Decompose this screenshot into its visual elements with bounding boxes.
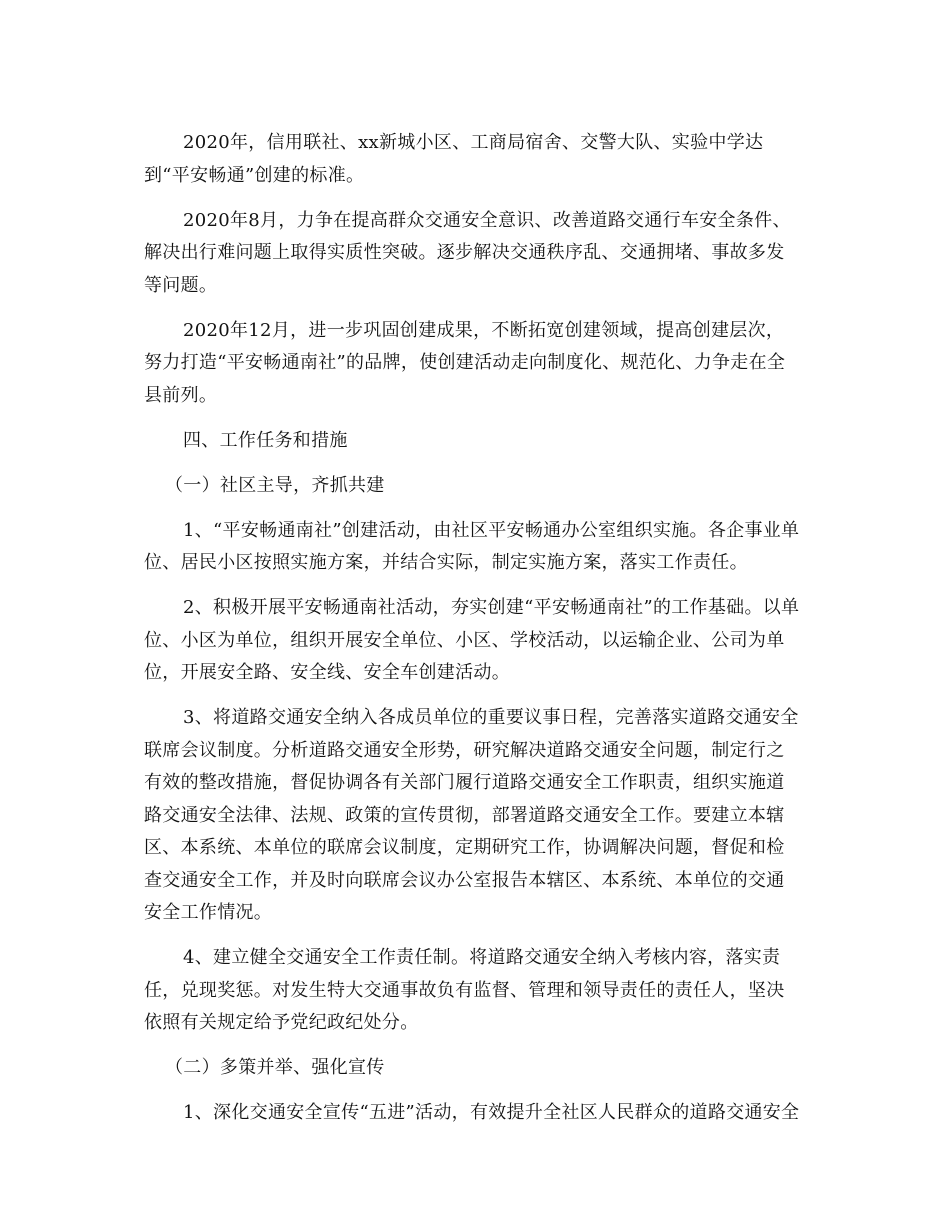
paragraph xyxy=(144,515,809,580)
paragraph-line: 解决出行难问题上取得实质性突破。逐步解决交通秩序乱、交通拥堵、事故多发 xyxy=(144,242,785,263)
paragraph xyxy=(144,1097,809,1130)
paragraph-line: 等问题。 xyxy=(144,274,218,296)
paragraph xyxy=(144,315,809,413)
paragraph xyxy=(144,205,809,303)
paragraph-line: 2020年8月，力争在提高群众交通安全意识、改善道路交通行车安全条件、 xyxy=(183,209,791,231)
subsection-heading xyxy=(144,1052,809,1085)
paragraph-line: 3、将道路交通安全纳入各成员单位的重要议事日程，完善落实道路交通安全 xyxy=(183,707,799,728)
paragraph-line: 查交通安全工作，并及时向联席会议办公室报告本辖区、本系统、本单位的交通 xyxy=(144,869,785,891)
paragraph xyxy=(144,702,809,930)
paragraph-line: 县前列。 xyxy=(144,384,218,406)
subsection-heading xyxy=(144,470,809,503)
paragraph-line: 1、“平安畅通南社”创建活动，由社区平安畅通办公室组织实施。各企事业单 xyxy=(183,519,800,541)
paragraph-line: 到“平安畅通”创建的标准。 xyxy=(144,164,365,186)
paragraph-line: 有效的整改措施，督促协调各有关部门履行道路交通安全工作职责，组织实施道 xyxy=(144,772,785,793)
section-heading-text: 四、工作任务和措施 xyxy=(183,429,348,451)
subsection-heading-text: （一）社区主导，齐抓共建 xyxy=(165,474,385,496)
subsection-heading-text: （二）多策并举、强化宣传 xyxy=(165,1057,385,1078)
paragraph-line: 依照有关规定给予党纪政纪处分。 xyxy=(144,1012,419,1033)
paragraph-line: 位，开展安全路、安全线、安全车创建活动。 xyxy=(144,662,510,683)
paragraph xyxy=(144,942,809,1040)
paragraph xyxy=(144,127,809,192)
paragraph-line: 1、深化交通安全宣传“五进”活动，有效提升全社区人民群众的道路交通安全 xyxy=(183,1102,800,1123)
paragraph-line: 安全工作情况。 xyxy=(144,902,273,923)
paragraph-line: 2020年，信用联社、xx新城小区、工商局宿舍、交警大队、实验中学达 xyxy=(183,132,764,153)
paragraph-line: 联席会议制度。分析道路交通安全形势，研究解决道路交通安全问题，制定行之 xyxy=(144,739,785,761)
paragraph-line: 努力打造“平安畅通南社”的品牌，使创建活动走向制度化、规范化、力争走在全 xyxy=(144,352,786,373)
paragraph-line: 路交通安全法律、法规、政策的宣传贯彻，部署道路交通安全工作。要建立本辖 xyxy=(144,804,785,826)
paragraph-line: 任，兑现奖惩。对发生特大交通事故负有监督、管理和领导责任的责任人，坚决 xyxy=(144,979,785,1001)
paragraph-line: 位、小区为单位，组织开展安全单位、小区、学校活动，以运输企业、公司为单 xyxy=(144,629,785,651)
paragraph-line: 位、居民小区按照实施方案，并结合实际，制定实施方案，落实工作责任。 xyxy=(144,552,748,573)
paragraph-line: 区、本系统、本单位的联席会议制度，定期研究工作，协调解决问题，督促和检 xyxy=(144,837,785,858)
paragraph-line: 2020年12月，进一步巩固创建成果，不断拓宽创建领域，提高创建层次， xyxy=(183,319,785,341)
paragraph xyxy=(144,592,809,690)
document-body xyxy=(144,127,809,1130)
section-heading xyxy=(144,425,809,458)
paragraph-line: 4、建立健全交通安全工作责任制。将道路交通安全纳入考核内容，落实责 xyxy=(183,947,781,968)
paragraph-line: 2、积极开展平安畅通南社活动，夯实创建“平安畅通南社”的工作基础。以单 xyxy=(183,597,800,618)
